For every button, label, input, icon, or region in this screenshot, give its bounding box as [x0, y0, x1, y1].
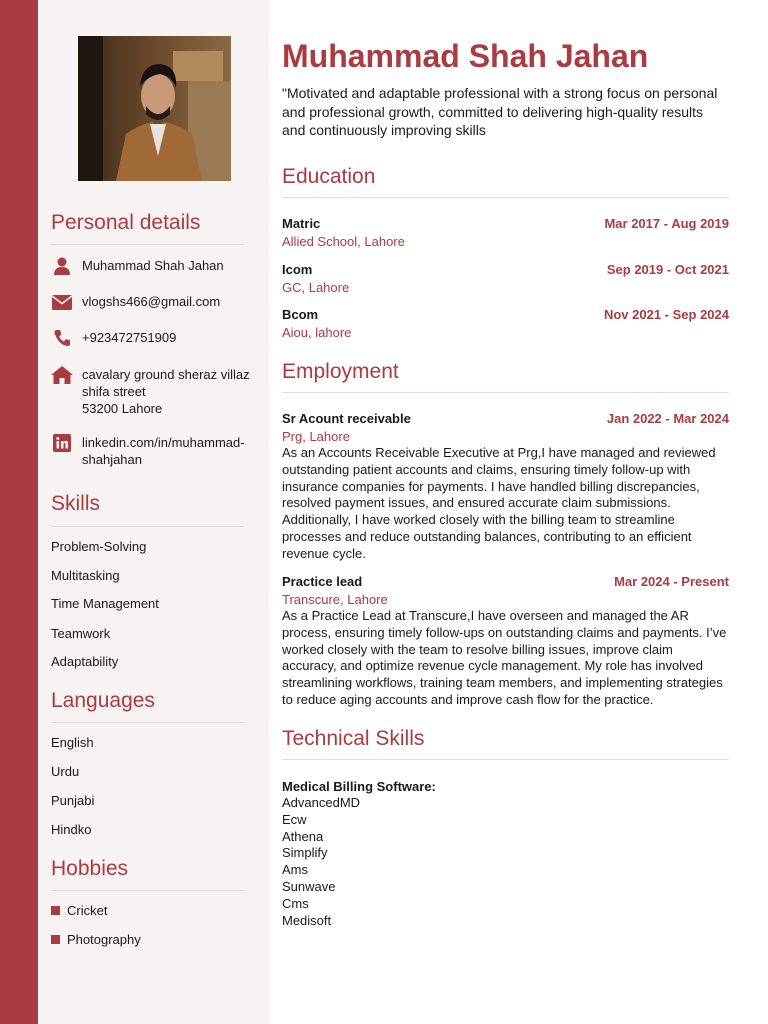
technical-item: Medisoft [282, 912, 332, 928]
technical-item: AdvancedMD [282, 795, 361, 810]
entry-date: Sep 2019 - Oct 2021 [606, 262, 729, 277]
entry-date: Mar 2024 - Present [614, 574, 729, 589]
skill-item: Teamwork [51, 626, 111, 641]
profile-photo [78, 36, 231, 181]
phone-icon [51, 329, 73, 347]
education-heading: Education [282, 165, 376, 188]
technical-item: Cms [282, 895, 309, 911]
person-icon [51, 257, 73, 275]
technical-item: Athena [282, 828, 324, 844]
skill-item: Problem-Solving [51, 539, 147, 554]
detail-text: vlogshs466@gmail.com [82, 294, 221, 309]
linkedin-icon [51, 434, 73, 452]
detail-text: cavalary ground sheraz villaz shifa street 53200 Lahore [82, 367, 250, 416]
detail-linkedin[interactable] [51, 434, 256, 468]
entry-title: Practice lead [282, 574, 363, 589]
education-entry [282, 307, 729, 340]
employment-heading: Employment [282, 360, 399, 383]
technical-item: Sunwave [282, 878, 336, 894]
entry-place: GC, Lahore [282, 280, 350, 295]
language-item: English [51, 735, 94, 750]
technical-item: Ecw [282, 811, 307, 827]
detail-text: +923472751909 [82, 330, 177, 345]
entry-date: Nov 2021 - Sep 2024 [603, 307, 729, 322]
entry-date: Jan 2022 - Mar 2024 [606, 411, 729, 426]
candidate-name: Muhammad Shah Jahan [282, 38, 649, 74]
entry-place: Transcure, Lahore [282, 592, 388, 607]
envelope-icon [51, 293, 73, 311]
entry-place: Aiou, lahore [282, 325, 352, 340]
languages-heading: Languages [51, 689, 155, 712]
education-entry [282, 216, 729, 249]
hobby-item [51, 932, 141, 947]
technical-item: Ams [282, 862, 308, 878]
language-item: Hindko [51, 822, 92, 837]
divider [51, 722, 244, 723]
detail-phone[interactable] [51, 329, 256, 347]
divider [51, 244, 244, 245]
skill-item: Adaptability [51, 654, 119, 669]
sidebar [38, 0, 269, 1024]
language-item: Urdu [51, 764, 80, 779]
divider [282, 759, 729, 760]
language-item: Punjabi [51, 793, 95, 808]
education-entry [282, 262, 729, 295]
entry-description: As a Practice Lead at Transcure,I have overseen and managed the AR process, ensuring timely follow-ups on outstanding claims and payments. I’ve worked closely with the team to resolve billing issues, improve claim accuracy, and optimize revenue cycle management. My role has involved streamlining workflows, training team members, and implementing strategies to reduce aging accounts and improve cash flow for the practice. [282, 608, 727, 707]
divider [282, 197, 729, 198]
hobby-item [51, 903, 107, 918]
skill-item: Time Management [51, 596, 159, 611]
detail-text: Muhammad Shah Jahan [82, 258, 224, 273]
detail-text: linkedin.com/in/muhammad- shahjahan [82, 435, 245, 467]
accent-strip [0, 0, 38, 1024]
technical-subtitle: Medical Billing Software: [282, 779, 436, 794]
detail-name [51, 257, 256, 275]
profile-summary: "Motivated and adaptable professional with a strong focus on personal and professional growth, committed to delivering high-quality results and continuously improving skills [282, 85, 718, 138]
hobbies-heading: Hobbies [51, 857, 129, 880]
hobby-label: Cricket [67, 903, 108, 918]
divider [282, 392, 729, 393]
technical-skills-heading: Technical Skills [282, 727, 425, 750]
skill-item: Multitasking [51, 568, 120, 583]
skills-heading: Skills [51, 492, 101, 515]
technical-item: Simplify [282, 845, 328, 861]
home-icon [51, 366, 73, 384]
bullet-icon [51, 935, 60, 944]
bullet-icon [51, 906, 60, 915]
detail-email[interactable] [51, 293, 256, 311]
personal-details-heading: Personal details [51, 211, 201, 234]
technical-list [282, 795, 360, 929]
detail-address [51, 366, 256, 417]
divider [51, 890, 244, 891]
employment-entry [282, 411, 729, 563]
entry-date: Mar 2017 - Aug 2019 [604, 216, 729, 231]
entry-title: Sr Acount receivable [282, 411, 411, 426]
entry-title: Matric [282, 216, 321, 231]
entry-title: Icom [282, 262, 313, 277]
hobby-label: Photography [67, 932, 141, 947]
employment-entry [282, 574, 729, 709]
entry-title: Bcom [282, 307, 319, 322]
divider [51, 526, 244, 527]
entry-description: As an Accounts Receivable Executive at Prg,I have managed and reviewed outstanding patient accounts and claims, ensuring timely follow-up with insurance companies for payments. I have handled billing discrepancies, resolved payment issues, and ensured accurate claim submissions. Additionally, I have worked closely with the billing team to streamline processes and reduce outstanding balances, contributing to an efficient revenue cycle. [282, 445, 716, 561]
entry-place: Allied School, Lahore [282, 234, 405, 249]
entry-place: Prg, Lahore [282, 429, 350, 444]
